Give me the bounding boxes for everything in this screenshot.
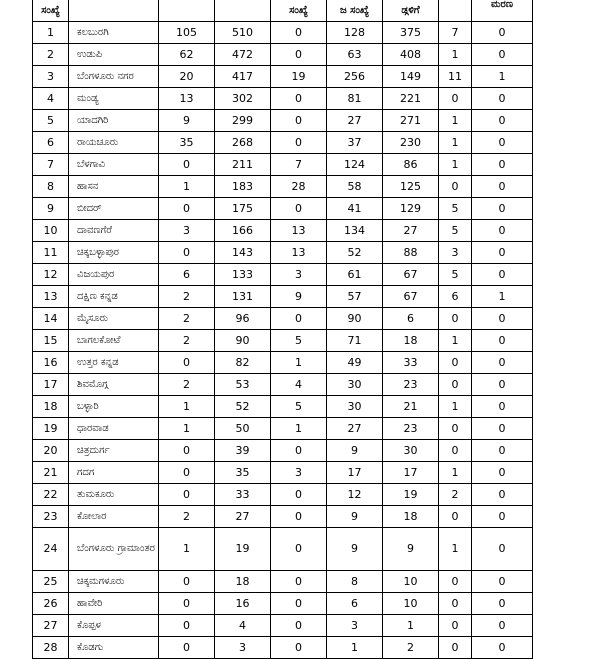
cell-col-d: 268 (215, 132, 271, 154)
cell-col-h: 0 (439, 176, 472, 198)
table-row (33, 154, 533, 176)
cell-col-e: 3 (271, 462, 327, 484)
cell-district: ದಾವಣಗೆರೆ (69, 220, 159, 242)
cell-col-c: 2 (159, 506, 215, 528)
cell-serial: 24 (33, 528, 69, 571)
cell-col-e: 0 (271, 22, 327, 44)
cell-col-h: 6 (439, 286, 472, 308)
cell-col-g: 18 (383, 330, 439, 352)
cell-col-e: 0 (271, 593, 327, 615)
cell-col-f: 128 (327, 22, 383, 44)
cell-col-c: 0 (159, 242, 215, 264)
cell-col-h: 0 (439, 615, 472, 637)
cell-col-e: 19 (271, 66, 327, 88)
cell-col-f: 27 (327, 110, 383, 132)
cell-col-e: 0 (271, 637, 327, 659)
cell-col-e: 5 (271, 330, 327, 352)
cell-col-h: 5 (439, 264, 472, 286)
cell-col-e: 0 (271, 198, 327, 220)
cell-col-i: 1 (472, 286, 533, 308)
cell-col-i: 0 (472, 198, 533, 220)
cell-col-f: 134 (327, 220, 383, 242)
cell-district: ಬೆಂಗಳೂರು ನಗರ (69, 66, 159, 88)
cell-serial: 18 (33, 396, 69, 418)
cell-col-f: 52 (327, 242, 383, 264)
cell-col-g: 18 (383, 506, 439, 528)
cell-col-d: 4 (215, 615, 271, 637)
cell-district: ಚಿತ್ರದುರ್ಗ (69, 440, 159, 462)
cell-col-h: 0 (439, 637, 472, 659)
cell-district: ಬಾಗಲಕೋಟೆ (69, 330, 159, 352)
cell-col-g: 88 (383, 242, 439, 264)
cell-district: ಕಲಬುರಗಿ (69, 22, 159, 44)
cell-col-d: 472 (215, 44, 271, 66)
table-row (33, 44, 533, 66)
cell-col-h: 0 (439, 440, 472, 462)
cell-col-c: 1 (159, 176, 215, 198)
cell-col-h: 1 (439, 330, 472, 352)
cell-col-e: 9 (271, 286, 327, 308)
cell-col-i: 0 (472, 154, 533, 176)
cell-col-d: 82 (215, 352, 271, 374)
cell-serial: 8 (33, 176, 69, 198)
cell-col-g: 86 (383, 154, 439, 176)
cell-district: ಬೆಳಗಾವಿ (69, 154, 159, 176)
cell-col-d: 211 (215, 154, 271, 176)
cell-col-c: 0 (159, 637, 215, 659)
cell-col-d: 510 (215, 22, 271, 44)
cell-col-f: 9 (327, 506, 383, 528)
table-row (33, 593, 533, 615)
cell-col-i: 0 (472, 396, 533, 418)
cell-serial: 13 (33, 286, 69, 308)
table-row (33, 484, 533, 506)
cell-serial: 21 (33, 462, 69, 484)
cell-col-f: 9 (327, 528, 383, 571)
cell-serial: 22 (33, 484, 69, 506)
cell-col-e: 3 (271, 264, 327, 286)
cell-col-d: 16 (215, 593, 271, 615)
cell-col-g: 271 (383, 110, 439, 132)
cell-col-c: 0 (159, 571, 215, 593)
cell-col-c: 35 (159, 132, 215, 154)
cell-col-c: 3 (159, 220, 215, 242)
cell-col-h: 0 (439, 308, 472, 330)
table-body (33, 22, 533, 659)
cell-serial: 25 (33, 571, 69, 593)
cell-col-h: 0 (439, 593, 472, 615)
cell-serial: 12 (33, 264, 69, 286)
cell-col-h: 0 (439, 418, 472, 440)
cell-district: ಹಾವೇರಿ (69, 593, 159, 615)
cell-col-c: 2 (159, 374, 215, 396)
cell-col-d: 417 (215, 66, 271, 88)
cell-col-f: 1 (327, 637, 383, 659)
cell-col-f: 256 (327, 66, 383, 88)
cell-col-f: 30 (327, 396, 383, 418)
cell-col-i: 0 (472, 418, 533, 440)
cell-col-d: 90 (215, 330, 271, 352)
table-row (33, 418, 533, 440)
cell-col-h: 1 (439, 396, 472, 418)
cell-col-g: 2 (383, 637, 439, 659)
table-row (33, 132, 533, 154)
cell-col-f: 27 (327, 418, 383, 440)
cell-col-c: 0 (159, 198, 215, 220)
cell-col-g: 375 (383, 22, 439, 44)
cell-district: ರಾಯಚೂರು (69, 132, 159, 154)
cell-col-c: 1 (159, 528, 215, 571)
cell-col-g: 27 (383, 220, 439, 242)
cell-district: ಕೊಡಗು (69, 637, 159, 659)
cell-col-i: 0 (472, 484, 533, 506)
cell-col-c: 0 (159, 462, 215, 484)
cell-col-f: 9 (327, 440, 383, 462)
cell-col-e: 0 (271, 484, 327, 506)
table-row (33, 352, 533, 374)
cell-serial: 9 (33, 198, 69, 220)
table-row (33, 88, 533, 110)
cell-serial: 28 (33, 637, 69, 659)
cell-serial: 2 (33, 44, 69, 66)
cell-col-c: 105 (159, 22, 215, 44)
cell-col-f: 63 (327, 44, 383, 66)
cell-col-c: 0 (159, 484, 215, 506)
cell-col-g: 230 (383, 132, 439, 154)
cell-district: ಶಿವಮೊಗ್ಗ (69, 374, 159, 396)
cell-serial: 5 (33, 110, 69, 132)
cell-serial: 3 (33, 66, 69, 88)
cell-col-i: 0 (472, 571, 533, 593)
cell-col-c: 62 (159, 44, 215, 66)
cell-col-f: 57 (327, 286, 383, 308)
cell-col-g: 33 (383, 352, 439, 374)
table-row (33, 637, 533, 659)
cell-col-g: 129 (383, 198, 439, 220)
cell-col-d: 131 (215, 286, 271, 308)
cell-serial: 14 (33, 308, 69, 330)
cell-col-d: 183 (215, 176, 271, 198)
cell-col-c: 6 (159, 264, 215, 286)
cell-col-e: 0 (271, 571, 327, 593)
cell-col-i: 0 (472, 593, 533, 615)
cell-col-c: 20 (159, 66, 215, 88)
cell-serial: 10 (33, 220, 69, 242)
cell-col-f: 8 (327, 571, 383, 593)
cell-col-g: 125 (383, 176, 439, 198)
cell-col-g: 149 (383, 66, 439, 88)
header-district (69, 0, 159, 22)
cell-col-d: 52 (215, 396, 271, 418)
cell-col-h: 1 (439, 110, 472, 132)
cell-col-e: 0 (271, 88, 327, 110)
header-col-f: ಜ ಸಂಖ್ಯೆ (327, 0, 383, 22)
cell-col-c: 9 (159, 110, 215, 132)
cell-district: ಉಡುಪಿ (69, 44, 159, 66)
cell-serial: 27 (33, 615, 69, 637)
header-serial: ಸಂಖ್ಯೆ (33, 0, 69, 22)
cell-col-i: 0 (472, 242, 533, 264)
cell-col-g: 21 (383, 396, 439, 418)
cell-district: ಚಿಕ್ಕಮಗಳೂರು (69, 571, 159, 593)
cell-col-i: 0 (472, 615, 533, 637)
cell-col-g: 9 (383, 528, 439, 571)
cell-district: ಗದಗ (69, 462, 159, 484)
cell-col-f: 81 (327, 88, 383, 110)
cell-district: ಹಾಸನ (69, 176, 159, 198)
cell-serial: 20 (33, 440, 69, 462)
cell-col-d: 299 (215, 110, 271, 132)
cell-col-e: 0 (271, 132, 327, 154)
cell-col-f: 49 (327, 352, 383, 374)
cell-serial: 17 (33, 374, 69, 396)
cell-col-i: 0 (472, 637, 533, 659)
cell-col-g: 408 (383, 44, 439, 66)
cell-col-f: 41 (327, 198, 383, 220)
cell-serial: 23 (33, 506, 69, 528)
cell-col-c: 1 (159, 418, 215, 440)
cell-col-i: 0 (472, 374, 533, 396)
cell-col-e: 28 (271, 176, 327, 198)
cell-col-h: 0 (439, 506, 472, 528)
header-col-c (159, 0, 215, 22)
cell-col-h: 0 (439, 88, 472, 110)
cell-col-d: 19 (215, 528, 271, 571)
cell-district: ಮೈಸೂರು (69, 308, 159, 330)
table-row (33, 506, 533, 528)
cell-col-e: 1 (271, 352, 327, 374)
cell-col-f: 3 (327, 615, 383, 637)
cell-col-e: 5 (271, 396, 327, 418)
cell-col-e: 0 (271, 308, 327, 330)
table-header-row (33, 0, 533, 22)
cell-col-c: 0 (159, 615, 215, 637)
cell-col-g: 30 (383, 440, 439, 462)
cell-col-h: 0 (439, 352, 472, 374)
header-col-g: ಡ್ಗಳಿಗೆ (383, 0, 439, 22)
table-row (33, 440, 533, 462)
cell-col-i: 0 (472, 506, 533, 528)
cell-serial: 4 (33, 88, 69, 110)
cell-col-g: 67 (383, 264, 439, 286)
cell-col-h: 3 (439, 242, 472, 264)
cell-col-e: 13 (271, 242, 327, 264)
table-row (33, 528, 533, 571)
cell-col-i: 1 (472, 66, 533, 88)
table-row (33, 242, 533, 264)
cell-serial: 7 (33, 154, 69, 176)
cell-col-g: 221 (383, 88, 439, 110)
cell-col-h: 0 (439, 374, 472, 396)
cell-col-h: 1 (439, 462, 472, 484)
header-deaths: ಮರಣ (472, 0, 533, 22)
cell-col-i: 0 (472, 110, 533, 132)
table-row (33, 396, 533, 418)
header-col-d (215, 0, 271, 22)
cell-col-i: 0 (472, 462, 533, 484)
cell-col-e: 4 (271, 374, 327, 396)
cell-col-e: 0 (271, 44, 327, 66)
table-row (33, 110, 533, 132)
cell-col-d: 33 (215, 484, 271, 506)
header-col-e: ಸಂಖ್ಯೆ (271, 0, 327, 22)
district-cases-table (32, 0, 533, 659)
cell-col-d: 18 (215, 571, 271, 593)
cell-col-h: 1 (439, 44, 472, 66)
cell-col-d: 39 (215, 440, 271, 462)
cell-col-c: 0 (159, 352, 215, 374)
table-row (33, 286, 533, 308)
cell-col-e: 0 (271, 615, 327, 637)
cell-col-f: 124 (327, 154, 383, 176)
cell-serial: 6 (33, 132, 69, 154)
table-row (33, 264, 533, 286)
table-row (33, 571, 533, 593)
cell-col-i: 0 (472, 132, 533, 154)
table-row (33, 198, 533, 220)
cell-district: ಬಳ್ಳಾರಿ (69, 396, 159, 418)
cell-district: ಚಿಕ್ಕಬಳ್ಳಾಪುರ (69, 242, 159, 264)
cell-col-g: 10 (383, 593, 439, 615)
table-row (33, 66, 533, 88)
cell-col-e: 0 (271, 110, 327, 132)
cell-col-f: 17 (327, 462, 383, 484)
cell-col-i: 0 (472, 330, 533, 352)
cell-col-c: 0 (159, 154, 215, 176)
cell-col-c: 13 (159, 88, 215, 110)
cell-col-d: 143 (215, 242, 271, 264)
cell-serial: 16 (33, 352, 69, 374)
cell-serial: 19 (33, 418, 69, 440)
cell-serial: 26 (33, 593, 69, 615)
cell-col-f: 71 (327, 330, 383, 352)
cell-col-d: 133 (215, 264, 271, 286)
cell-col-f: 30 (327, 374, 383, 396)
cell-col-g: 10 (383, 571, 439, 593)
table-row (33, 462, 533, 484)
cell-col-f: 37 (327, 132, 383, 154)
header-col-h (439, 0, 472, 22)
cell-col-i: 0 (472, 440, 533, 462)
cell-district: ಉತ್ತರ ಕನ್ನಡ (69, 352, 159, 374)
cell-col-d: 53 (215, 374, 271, 396)
cell-col-f: 58 (327, 176, 383, 198)
cell-col-f: 61 (327, 264, 383, 286)
cell-col-i: 0 (472, 264, 533, 286)
cell-district: ದಕ್ಷಿಣ ಕನ್ನಡ (69, 286, 159, 308)
cell-col-g: 1 (383, 615, 439, 637)
cell-col-i: 0 (472, 44, 533, 66)
cell-col-h: 5 (439, 198, 472, 220)
cell-district: ಯಾದಗಿರಿ (69, 110, 159, 132)
cell-col-e: 13 (271, 220, 327, 242)
table-row (33, 22, 533, 44)
cell-col-e: 1 (271, 418, 327, 440)
cell-col-h: 5 (439, 220, 472, 242)
cell-district: ಕೊಪ್ಪಳ (69, 615, 159, 637)
cell-district: ಧಾರವಾಡ (69, 418, 159, 440)
cell-col-c: 1 (159, 396, 215, 418)
table-row (33, 615, 533, 637)
cell-col-c: 2 (159, 308, 215, 330)
cell-col-d: 27 (215, 506, 271, 528)
cell-col-e: 0 (271, 506, 327, 528)
cell-col-h: 7 (439, 22, 472, 44)
cell-col-d: 3 (215, 637, 271, 659)
cell-col-g: 19 (383, 484, 439, 506)
cell-col-d: 166 (215, 220, 271, 242)
cell-col-i: 0 (472, 176, 533, 198)
cell-col-g: 23 (383, 374, 439, 396)
table-row (33, 308, 533, 330)
cell-col-h: 2 (439, 484, 472, 506)
cell-col-f: 12 (327, 484, 383, 506)
cell-col-i: 0 (472, 528, 533, 571)
cell-serial: 15 (33, 330, 69, 352)
cell-col-h: 0 (439, 571, 472, 593)
cell-col-h: 1 (439, 528, 472, 571)
cell-col-c: 2 (159, 286, 215, 308)
cell-col-h: 1 (439, 154, 472, 176)
cell-col-d: 175 (215, 198, 271, 220)
cell-col-g: 67 (383, 286, 439, 308)
cell-col-d: 35 (215, 462, 271, 484)
cell-col-g: 17 (383, 462, 439, 484)
cell-col-e: 0 (271, 440, 327, 462)
cell-col-i: 0 (472, 220, 533, 242)
cell-col-h: 11 (439, 66, 472, 88)
cell-col-f: 90 (327, 308, 383, 330)
cell-col-g: 23 (383, 418, 439, 440)
cell-district: ಕೋಲಾರ (69, 506, 159, 528)
cell-district: ಬೀದರ್ (69, 198, 159, 220)
cell-col-d: 50 (215, 418, 271, 440)
cell-col-c: 0 (159, 593, 215, 615)
table-row (33, 176, 533, 198)
cell-col-c: 0 (159, 440, 215, 462)
cell-serial: 1 (33, 22, 69, 44)
cell-col-e: 7 (271, 154, 327, 176)
cell-col-d: 302 (215, 88, 271, 110)
cell-col-i: 0 (472, 22, 533, 44)
cell-col-i: 0 (472, 88, 533, 110)
table-row (33, 220, 533, 242)
cell-district: ಬೆಂಗಳೂರು ಗ್ರಾಮಾಂತರ (69, 528, 159, 571)
cell-serial: 11 (33, 242, 69, 264)
cell-col-e: 0 (271, 528, 327, 571)
cell-col-g: 6 (383, 308, 439, 330)
cell-col-d: 96 (215, 308, 271, 330)
cell-col-f: 6 (327, 593, 383, 615)
cell-col-i: 0 (472, 352, 533, 374)
cell-col-h: 1 (439, 132, 472, 154)
cell-col-c: 2 (159, 330, 215, 352)
table-row (33, 330, 533, 352)
cell-col-i: 0 (472, 308, 533, 330)
cell-district: ತುಮಕೂರು (69, 484, 159, 506)
cell-district: ವಿಜಯಪುರ (69, 264, 159, 286)
table-row (33, 374, 533, 396)
cell-district: ಮಂಡ್ಯ (69, 88, 159, 110)
